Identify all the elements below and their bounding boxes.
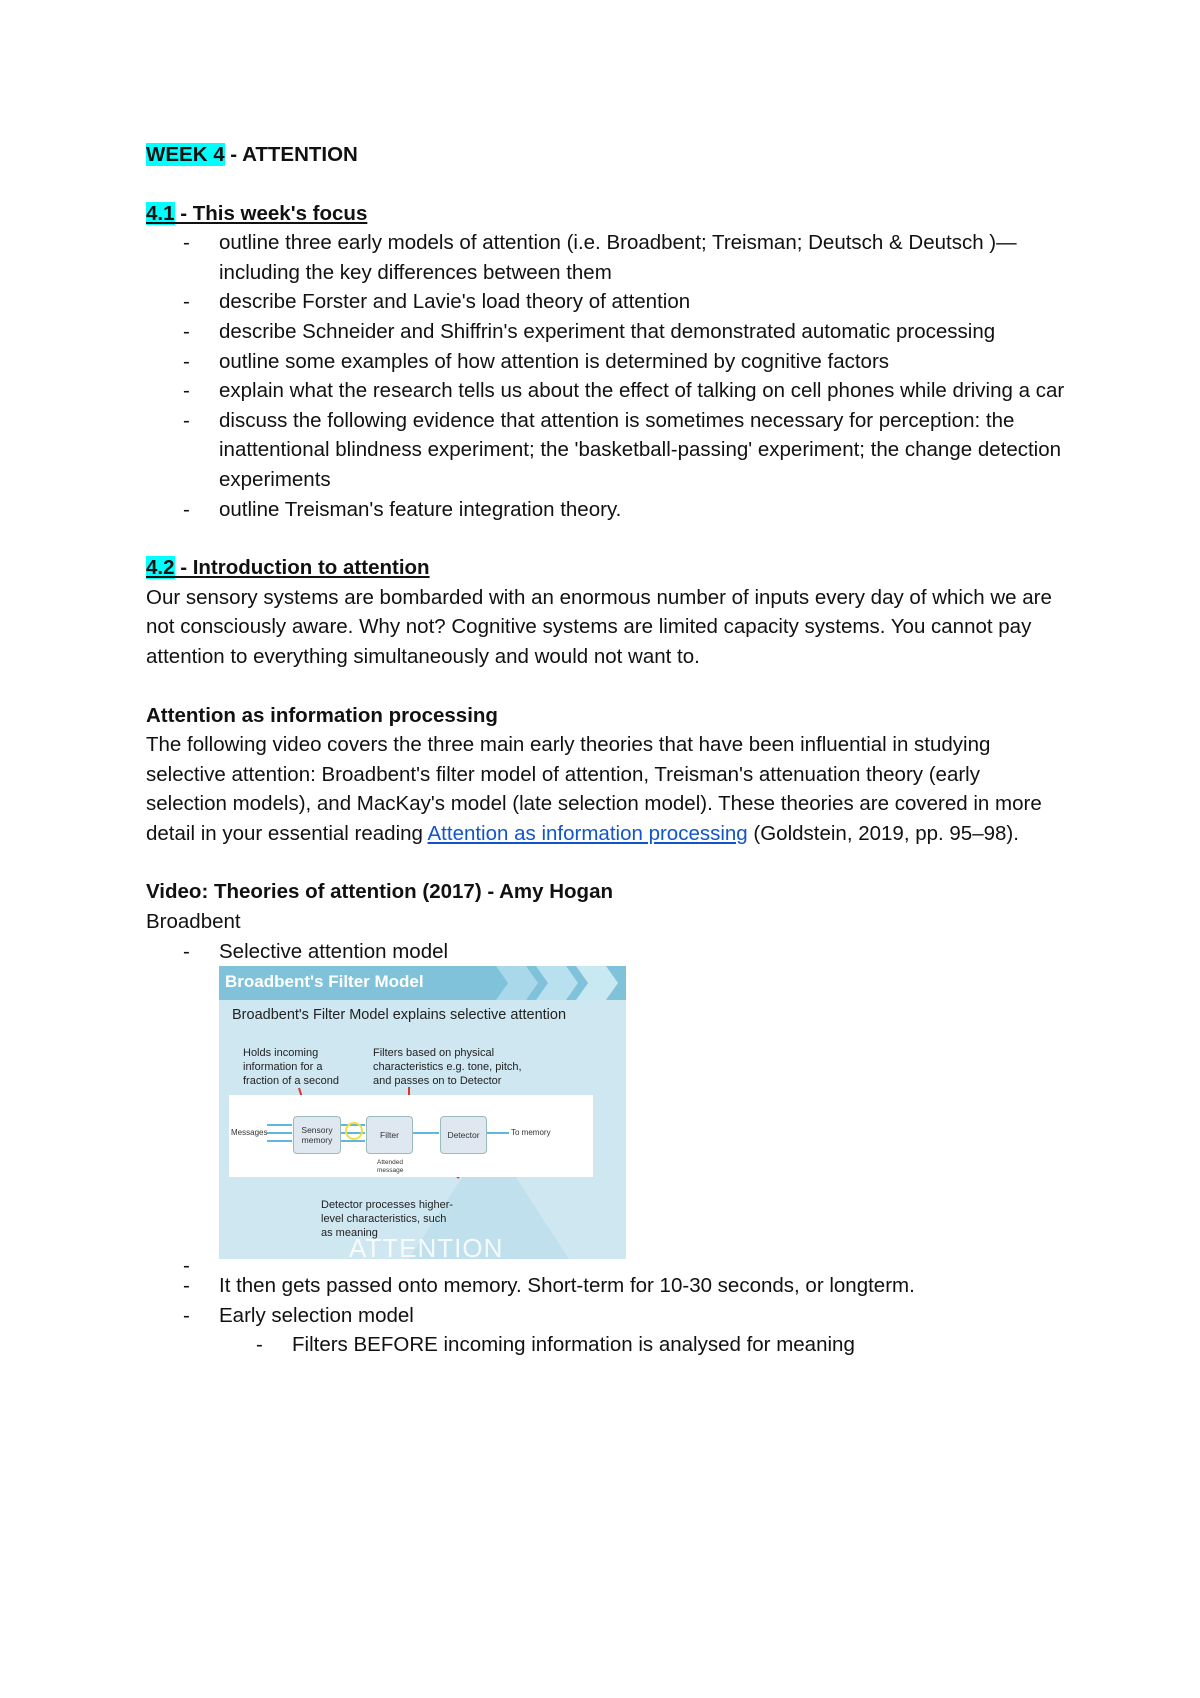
section-title: - Introduction to attention (174, 556, 430, 580)
box-sensory-memory: Sensory memory (293, 1116, 341, 1154)
list-item: - outline some examples of how attention is determined by cognitive factors (146, 347, 1066, 377)
label-to-memory: To memory (511, 1128, 551, 1138)
note-sensory-memory: Holds incoming information for a fraction of a second (243, 1047, 340, 1088)
list-item: - outline three early models of attention (i.e. Broadbent; Treisman; Deutsch & Deutsch )—including the key differences between them (146, 228, 1066, 287)
section-number: 4.1 (146, 201, 175, 225)
list-item: - Filters BEFORE incoming information is analysed for meaning (146, 1330, 1066, 1360)
list-item: - discuss the following evidence that attention is sometimes necessary for perception: the inattentional blindness experiment; the 'basketball-passing' experiment; the change detection experiments (146, 406, 1066, 495)
early-selection-sublist (146, 1330, 1066, 1360)
list-item: - outline Treisman's feature integration theory. (146, 495, 1066, 525)
figure-subtitle: Broadbent's Filter Model explains selective attention (232, 1007, 567, 1024)
watermark-text: ATTENTION (349, 1233, 504, 1260)
paragraph-citation: (Goldstein, 2019, pp. 95–98). (747, 821, 1019, 845)
page-title (146, 140, 1066, 170)
broadbent-list (146, 937, 1066, 967)
note-detector: Detector processes higher- level characteristics, such as meaning (321, 1199, 454, 1240)
week-label: WEEK 4 (146, 143, 225, 166)
info-processing-paragraph (146, 730, 1066, 848)
broadbent-filter-model-figure (219, 966, 626, 1259)
section-heading-4-2 (146, 553, 1066, 583)
box-detector: Detector (440, 1116, 487, 1154)
list-item: - describe Forster and Lavie's load theory of attention (146, 287, 1066, 317)
document-page (146, 140, 1066, 1360)
reading-link[interactable]: Attention as information processing (427, 821, 748, 845)
label-messages: Messages (231, 1128, 268, 1138)
broadbent-list-continued (146, 1251, 1066, 1330)
list-item: - Early selection model (146, 1301, 1066, 1331)
intro-paragraph: Our sensory systems are bombarded with an enormous number of inputs every day of which we are not consciously aware. Why not? Cognitive systems are limited capacity systems. You cannot pay attention to everything simultaneously and would not want to. (146, 585, 1052, 668)
section-heading-4-1 (146, 199, 1066, 229)
title-rest: - ATTENTION (224, 143, 358, 166)
paragraph-text: The following video covers the three main early theories that have been influential in studying selective attention: Broadbent's filter model of attention, Treisman's attenuation theory (early selection models), and MacKay's model (late selection model). These theories are covered in more detail in your essential reading (146, 733, 1042, 845)
list-item-empty (146, 1251, 1066, 1271)
list-item: - describe Schneider and Shiffrin's experiment that demonstrated automatic processing (146, 317, 1066, 347)
list-item: - explain what the research tells us about the effect of talking on cell phones while driving a car (146, 376, 1066, 406)
figure-header-text: Broadbent's Filter Model (225, 972, 424, 992)
subheading-video: Video: Theories of attention (2017) - Amy Hogan (146, 880, 614, 904)
label-attended-message: Attended message (377, 1159, 404, 1175)
note-filter: Filters based on physical characteristics e.g. tone, pitch, and passes on to Detector (373, 1047, 522, 1088)
section-title: - This week's focus (174, 201, 368, 225)
subheading-information-processing: Attention as information processing (146, 703, 498, 727)
diagram-panel (229, 1095, 593, 1177)
focus-list (146, 228, 1066, 524)
section-number: 4.2 (146, 556, 175, 580)
box-filter: Filter (366, 1116, 413, 1154)
subheading-broadbent: Broadbent (146, 910, 241, 934)
list-item: - It then gets passed onto memory. Short-term for 10-30 seconds, or longterm. (146, 1271, 1066, 1301)
list-item: - Selective attention model (146, 937, 1066, 967)
